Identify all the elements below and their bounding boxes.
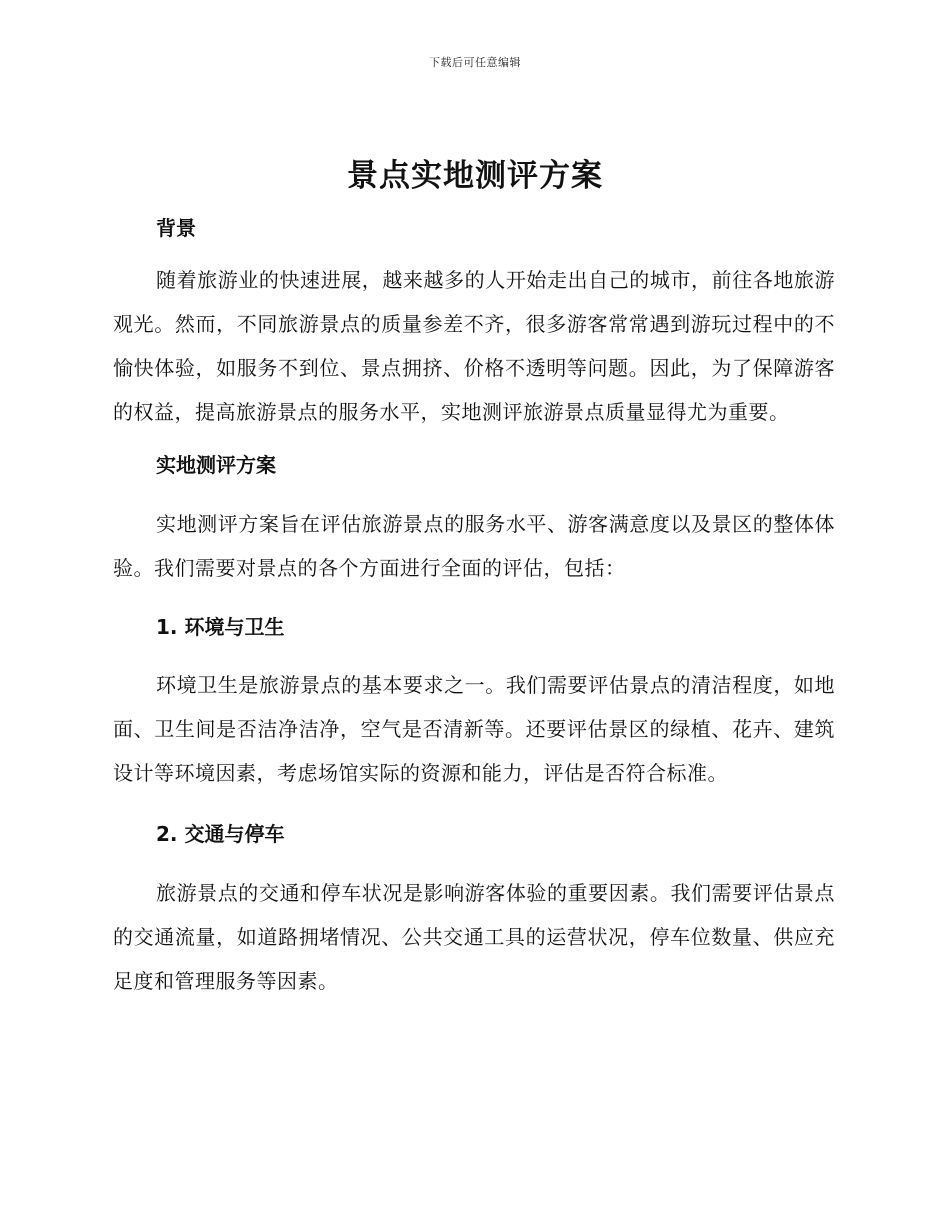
section-paragraph-transport: 旅游景点的交通和停车状况是影响游客体验的重要因素。我们需要评估景点的交通流量，如道路拥堵情况、公共交通工具的运营状况，停车位数量、供应充足度和管理服务等因素。 <box>113 881 835 993</box>
document-body <box>113 200 835 1003</box>
section-heading-background: 背景 <box>156 216 196 240</box>
section-heading-evaluation-plan: 实地测评方案 <box>156 453 276 477</box>
header-note: 下载后可任意编辑 <box>429 56 521 69</box>
section-paragraph-environment: 环境卫生是旅游景点的基本要求之一。我们需要评估景点的清洁程度，如地面、卫生间是否洁净洁净，空气是否清新等。还要评估景区的绿植、花卉、建筑设计等环境因素，考虑场馆实际的资源和能力，评估是否符合标准。 <box>113 673 835 785</box>
section-heading-environment: 1. 环境与卫生 <box>156 615 285 639</box>
section-paragraph-evaluation-plan: 实地测评方案旨在评估旅游景点的服务水平、游客满意度以及景区的整体体验。我们需要对景点的各个方面进行全面的评估，包括： <box>113 512 835 580</box>
section-paragraph-background: 随着旅游业的快速进展，越来越多的人开始走出自己的城市，前往各地旅游观光。然而，不同旅游景点的质量参差不齐，很多游客常常遇到游玩过程中的不愉快体验，如服务不到位、景点拥挤、价格不透明等问题。因此，为了保障游客的权益，提高旅游景点的服务水平，实地测评旅游景点质量显得尤为重要。 <box>113 268 835 424</box>
document-title: 景点实地测评方案 <box>347 158 603 194</box>
section-heading-transport: 2. 交通与停车 <box>156 822 285 846</box>
